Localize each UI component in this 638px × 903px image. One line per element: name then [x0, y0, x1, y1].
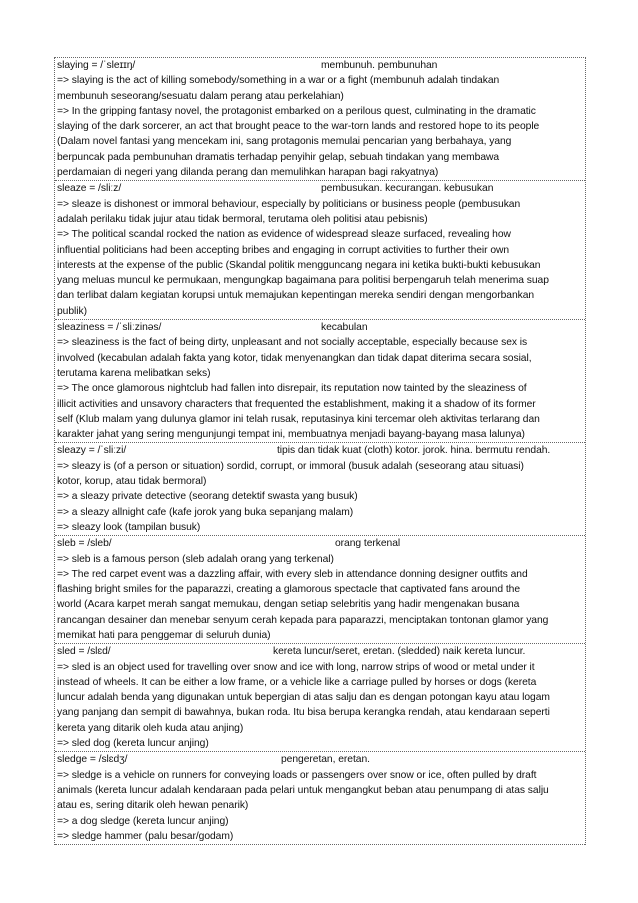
entry-text-line: world (Acara karpet merah sangat memukau, dengan setiap selebritis yang hadir mengenakan busana: [57, 599, 520, 611]
headword-pronunciation: sleb = /sleb/: [57, 538, 112, 550]
entry-text-line: => sleazy look (tampilan busuk): [57, 521, 201, 533]
entry-text-line: => sleaziness is the fact of being dirty, unpleasant and not socially acceptable, especially because sex is: [57, 337, 528, 349]
headword-translation: tipis dan tidak kuat (cloth) kotor. jorok. hina. bermutu rendah.: [277, 445, 551, 457]
entry-text-line: membunuh seseorang/sesuatu dalam perang atau perkelahian): [57, 90, 344, 102]
entry-text-line: involved (kecabulan adalah fakta yang kotor, tidak menyenangkan dan tidak dapat diterima secara sosial,: [57, 352, 532, 364]
dictionary-entry: [55, 536, 585, 644]
headword-pronunciation: sleaziness = /ˈsliːzinəs/: [57, 322, 162, 334]
entry-text-line: instead of wheels. It can be either a low frame, or a vehicle like a carriage pulled by horses or dogs (kereta: [57, 676, 537, 688]
headword-translation: orang terkenal: [335, 538, 401, 550]
entry-text-line: yang meluas muncul ke permukaan, mengungkap bagaimana para politisi berpengaruh telah menerima suap: [57, 275, 549, 287]
entry-text-line: => In the gripping fantasy novel, the protagonist embarked on a perilous quest, culminating in the dramatic: [57, 105, 536, 117]
dictionary-entry: [55, 58, 585, 181]
entry-text-line: => a sleazy private detective (seorang detektif swasta yang busuk): [57, 491, 358, 503]
entry-text-line: => The once glamorous nightclub had fallen into disrepair, its reputation now tainted by the sleaziness of: [57, 383, 527, 395]
entry-text-line: => slaying is the act of killing somebody/something in a war or a fight (membunuh adalah tindakan: [57, 75, 500, 87]
entry-text-line: yang panjang dan sempit di bawahnya, bukan roda. Itu bisa berupa kerangka rendah, atau kendaraan seperti: [57, 707, 550, 719]
entry-text-line: => a sleazy allnight cafe (kafe jorok yang buka sepanjang malam): [57, 506, 354, 518]
dictionary-entry: [55, 752, 585, 845]
dictionary-entry: [55, 320, 585, 443]
entry-text-line: => sled dog (kereta luncur anjing): [57, 738, 209, 750]
entry-headline: [55, 644, 585, 659]
entry-text-line: interests at the expense of the public (Skandal politik mengguncang negara ini ketika bukti-bukti kebusukan: [57, 259, 541, 271]
entry-text-line: perdamaian di negeri yang dilanda perang dan memulihkan harapan bagi rakyatnya): [57, 167, 439, 179]
entry-text-line: flashing bright smiles for the paparazzi, creating a glamorous spectacle that captivated fans around the: [57, 584, 521, 596]
entry-text-line: => The political scandal rocked the nation as evidence of widespread sleaze surfaced, revealing how: [57, 229, 511, 241]
entry-text-line: karakter jahat yang sering mengunjungi tempat ini, membuatnya menjadi bayang-bayang masa lalunya): [57, 429, 525, 441]
entry-headline: [55, 320, 585, 335]
entry-text-line: => The red carpet event was a dazzling affair, with every sleb in attendance donning designer outfits and: [57, 568, 528, 580]
headword-translation: membunuh. pembunuhan: [321, 60, 438, 71]
entry-text-line: animals (kereta luncur adalah kendaraan pada pelari untuk mengangkut beban atau penumpang di atas salju: [57, 784, 549, 796]
entry-text-line: => sledge is a vehicle on runners for conveying loads or passengers over snow or ice, often pulled by draft: [57, 769, 537, 781]
headword-translation: pembusukan. kecurangan. kebusukan: [321, 183, 494, 195]
entry-text-line: atau es, sering ditarik oleh hewan penarik): [57, 800, 249, 812]
headword-pronunciation: sleazy = /ˈsliːzi/: [57, 445, 127, 457]
entry-text-line: publik): [57, 305, 87, 317]
dictionary-entry: [55, 644, 585, 752]
entry-text-line: luncur adalah benda yang digunakan untuk bepergian di atas salju dan es dengan potongan kayu atau logam: [57, 692, 550, 704]
headword-translation: pengeretan, eretan.: [281, 754, 370, 766]
entry-headline: [55, 536, 585, 551]
entry-text-line: => a dog sledge (kereta luncur anjing): [57, 815, 229, 827]
headword-translation: kecabulan: [321, 322, 368, 334]
entry-text-line: adalah perilaku tidak jujur atau tidak bermoral, terutama oleh politisi atau pebisnis): [57, 213, 428, 225]
entry-text-line: rancangan desainer dan menebar senyum cerah kepada para paparazzi, menciptakan tontonan glamor yang: [57, 614, 549, 626]
headword-pronunciation: slaying = /ˈsleɪɪŋ/: [57, 60, 136, 71]
entry-text-line: berpuncak pada pembunuhan dramatis terhadap penyihir gelap, sebuah tindakan yang membawa: [57, 151, 500, 163]
dictionary-document: [54, 57, 586, 845]
entry-text-line: dan terlibat dalam kegiatan korupsi untuk memajukan kepentingan mereka sendiri dengan mengorbankan: [57, 290, 535, 302]
dictionary-entry: [55, 181, 585, 320]
entry-text-line: => sleb is a famous person (sleb adalah orang yang terkenal): [57, 553, 334, 565]
entry-text-line: influential politicians had been accepting bribes and engaging in corrupt activities to further their own: [57, 244, 510, 256]
headword-pronunciation: sledge = /slɛdʒ/: [57, 754, 128, 766]
headword-pronunciation: sled = /slɛd/: [57, 646, 111, 658]
entry-headline: [55, 443, 585, 458]
entry-text-line: => sleazy is (of a person or situation) sordid, corrupt, or immoral (busuk adalah (seseorang atau situasi): [57, 460, 524, 472]
headword-pronunciation: sleaze = /sliːz/: [57, 183, 122, 195]
entry-text-line: kotor, korup, atau tidak bermoral): [57, 476, 207, 488]
entry-text-line: => sled is an object used for travelling over snow and ice with long, narrow strips of wood or metal under it: [57, 661, 535, 673]
entry-text-line: self (Klub malam yang dulunya glamor ini telah rusak, reputasinya kini tercemar oleh aktivitas terlarang dan: [57, 413, 540, 425]
entry-text-line: memikat hati para penggemar di seluruh dunia): [57, 629, 271, 641]
entry-text-line: illicit activities and unsavory characters that frequented the establishment, making it a shadow of its former: [57, 398, 536, 410]
entry-headline: [55, 752, 585, 767]
entry-text-line: slaying of the dark sorcerer, an act that brought peace to the war-torn lands and restored hope to its people: [57, 121, 540, 133]
dictionary-entry: [55, 443, 585, 536]
headword-translation: kereta luncur/seret, eretan. (sledded) naik kereta luncur.: [273, 646, 526, 658]
entry-text-line: (Dalam novel fantasi yang mencekam ini, sang protagonis memulai pencarian yang berbahaya, yang: [57, 136, 512, 148]
entry-text-line: => sleaze is dishonest or immoral behaviour, especially by politicians or business people (pembusukan: [57, 198, 521, 210]
entry-text-line: terutama karena melibatkan seks): [57, 367, 211, 379]
entry-headline: [55, 58, 585, 73]
entry-text-line: => sledge hammer (palu besar/godam): [57, 830, 234, 842]
entry-headline: [55, 181, 585, 196]
entry-text-line: kereta yang ditarik oleh kuda atau anjing): [57, 722, 244, 734]
